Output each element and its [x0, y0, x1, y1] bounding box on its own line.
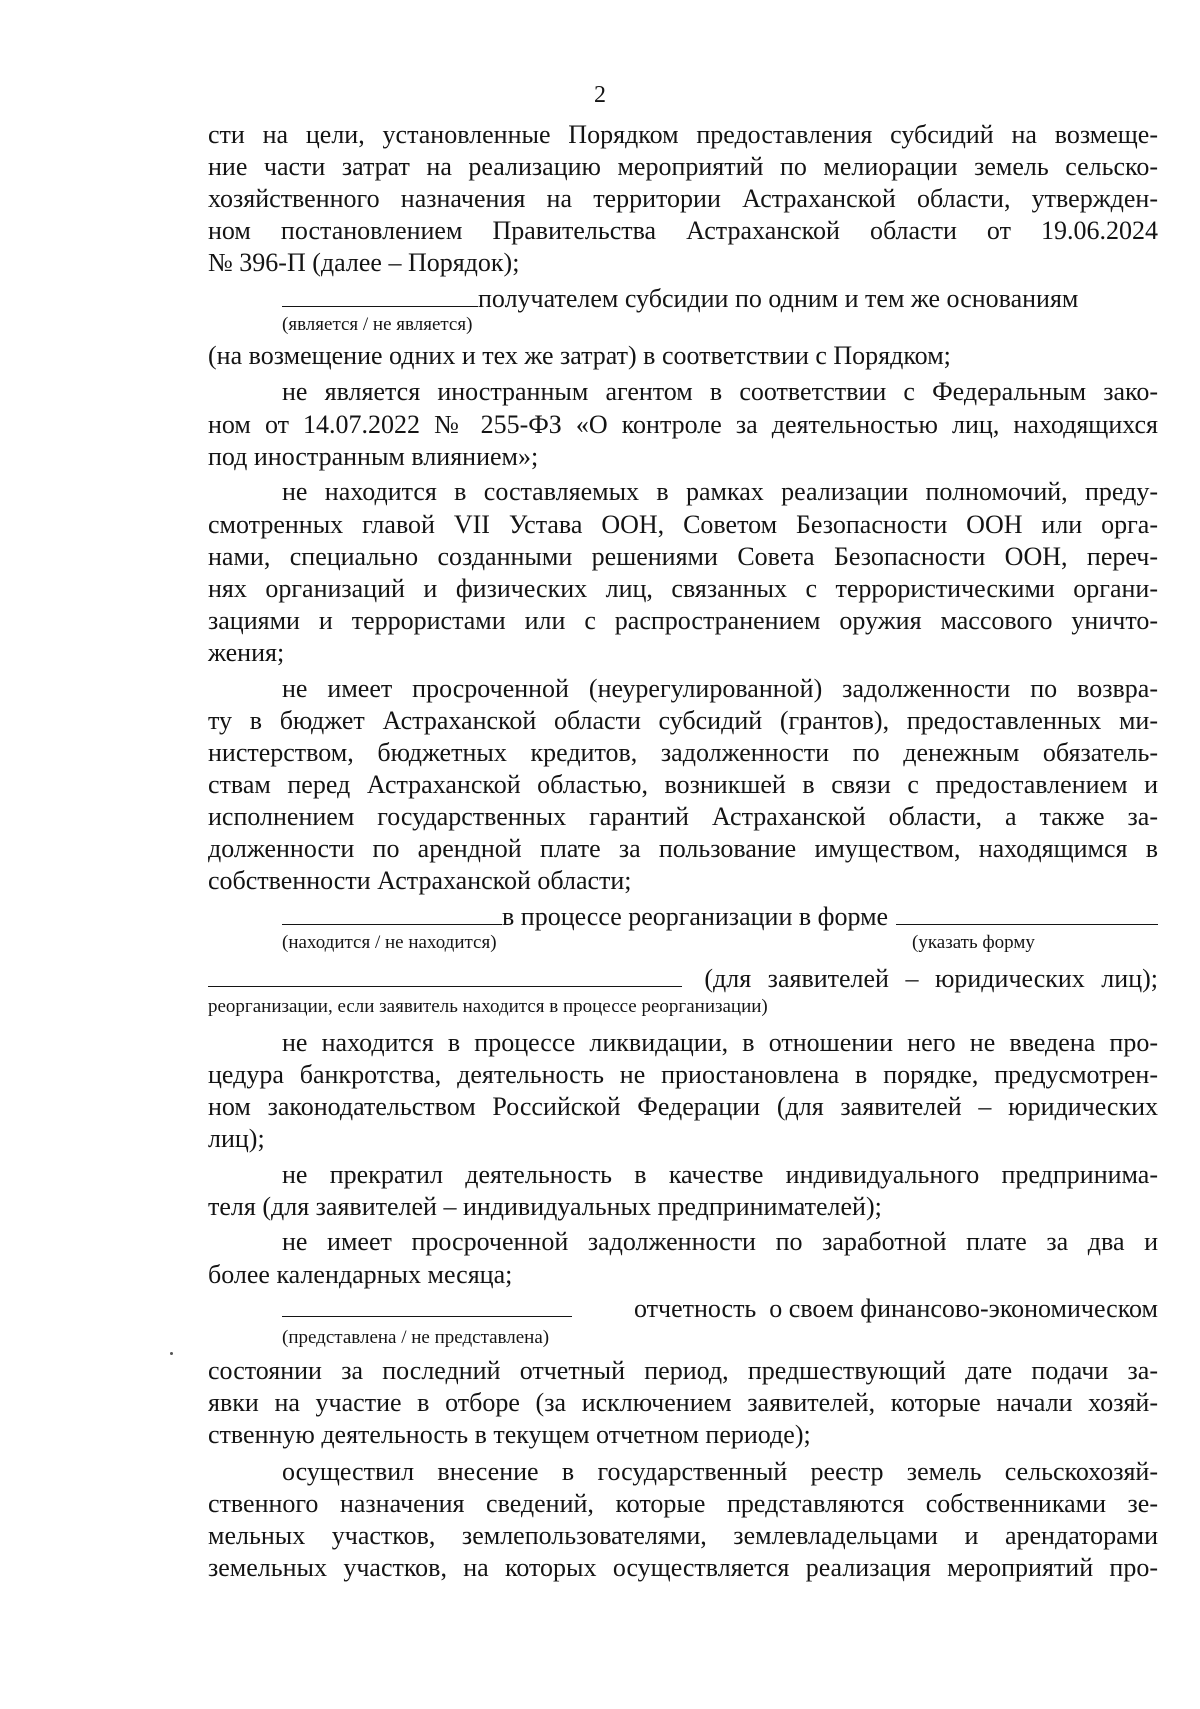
form-field-recipient [282, 282, 1158, 316]
text-line: состоянии за последний отчетный период, предшествующий дате подачи за- [208, 1356, 1158, 1385]
text-line: нами, специально созданными решениями Совета Безопасности ООН, переч- [208, 542, 1158, 571]
text-line: не находится в процессе ликвидации, в отношении него не введена про- [282, 1028, 1158, 1057]
text-line: исполнением государственных гарантий Астраханской области, а также за- [208, 802, 1158, 831]
text-line: не имеет просроченной (неурегулированной) задолженности по возвра- [282, 674, 1158, 703]
text-line: ном законодательством Российской Федерации (для заявителей – юридических [208, 1092, 1158, 1121]
text-line: нистерством, бюджетных кредитов, задолженности по денежным обязатель- [208, 738, 1158, 767]
field-caption: (представлена / не представлена) [282, 1327, 550, 1348]
text-line: ние части затрат на реализацию мероприятий по мелиорации земель сельско- [208, 152, 1158, 181]
text-line: сти на цели, установленные Порядком предоставления субсидий на возмеще- [208, 120, 1158, 149]
text-line: ном постановлением Правительства Астраханской области от 19.06.2024 [208, 216, 1158, 245]
text-line: земельных участков, на которых осуществляется реализация мероприятий про- [208, 1553, 1158, 1582]
text-line: теля (для заявителей – индивидуальных предпринимателей); [208, 1192, 882, 1221]
text-line: хозяйственного назначения на территории Астраханской области, утвержден- [208, 184, 1158, 213]
text-line: (на возмещение одних и тех же затрат) в соответствии с Порядком; [208, 341, 951, 370]
field-caption: (указать форму [912, 932, 1035, 953]
fill-in-blank[interactable] [282, 900, 502, 925]
field-text: в процессе реорганизации в форме [502, 902, 889, 931]
text-line: ном от 14.07.2022 № 255-ФЗ «О контроле за деятельностью лиц, находящихся [208, 410, 1158, 439]
text-line: не имеет просроченной задолженности по заработной плате за два и [282, 1227, 1158, 1256]
text-line: жения; [208, 638, 285, 667]
field-text: отчетность о своем финансово-экономическом [633, 1294, 1158, 1323]
text-line: не прекратил деятельность в качестве индивидуального предпринима- [282, 1160, 1158, 1189]
field-text: (для заявителей – юридических лиц); [704, 964, 1158, 993]
form-field-reorganization [282, 900, 1158, 934]
text-line: собственности Астраханской области; [208, 866, 632, 895]
text-line: зациями и террористами или с распространением оружия массового уничто- [208, 606, 1158, 635]
field-text: получателем субсидии по одним и тем же основаниям [478, 284, 1079, 313]
text-line: ственную деятельность в текущем отчетном периоде); [208, 1420, 811, 1449]
text-line: нях организаций и физических лиц, связанных с террористическими органи- [208, 574, 1158, 603]
text-line: № 396-П (далее – Порядок); [208, 248, 520, 277]
text-line: лиц); [208, 1124, 265, 1153]
text-line: смотренных главой VII Устава ООН, Советом Безопасности ООН или орга- [208, 510, 1158, 539]
fill-in-blank[interactable] [282, 282, 478, 307]
text-line: ствам перед Астраханской областью, возникшей в связи с предоставлением и [208, 770, 1158, 799]
text-line: явки на участие в отборе (за исключением заявителей, которые начали хозяй- [208, 1388, 1158, 1417]
fill-in-blank[interactable] [282, 1292, 572, 1317]
text-line: ственного назначения сведений, которые представляются собственниками зе- [208, 1489, 1158, 1518]
fill-in-blank[interactable] [208, 962, 682, 987]
text-line: ту в бюджет Астраханской области субсидий (грантов), предоставленных ми- [208, 706, 1158, 735]
text-line: мельных участков, землепользователями, землевладельцами и арендаторами [208, 1521, 1158, 1550]
text-line: не находится в составляемых в рамках реализации полномочий, преду- [282, 477, 1158, 506]
text-line: не является иностранным агентом в соответствии с Федеральным зако- [282, 377, 1158, 406]
field-caption: (находится / не находится) [282, 932, 497, 953]
form-field-reporting [282, 1292, 1158, 1326]
fill-in-blank[interactable] [896, 900, 1158, 925]
field-caption: реорганизации, если заявитель находится в процессе реорганизации) [208, 996, 768, 1017]
text-line: долженности по арендной плате за пользование имуществом, находящимся в [208, 834, 1158, 863]
page-number: 2 [594, 82, 606, 108]
scan-speck [170, 1352, 173, 1355]
form-field-reorganization-line2 [208, 962, 1158, 996]
text-line: цедура банкротства, деятельность не приостановлена в порядке, предусмотрен- [208, 1060, 1158, 1089]
text-line: под иностранным влиянием»; [208, 442, 539, 471]
text-line: более календарных месяца; [208, 1260, 513, 1289]
text-line: осуществил внесение в государственный реестр земель сельскохозяй- [282, 1457, 1158, 1486]
field-caption: (является / не является) [282, 314, 473, 335]
